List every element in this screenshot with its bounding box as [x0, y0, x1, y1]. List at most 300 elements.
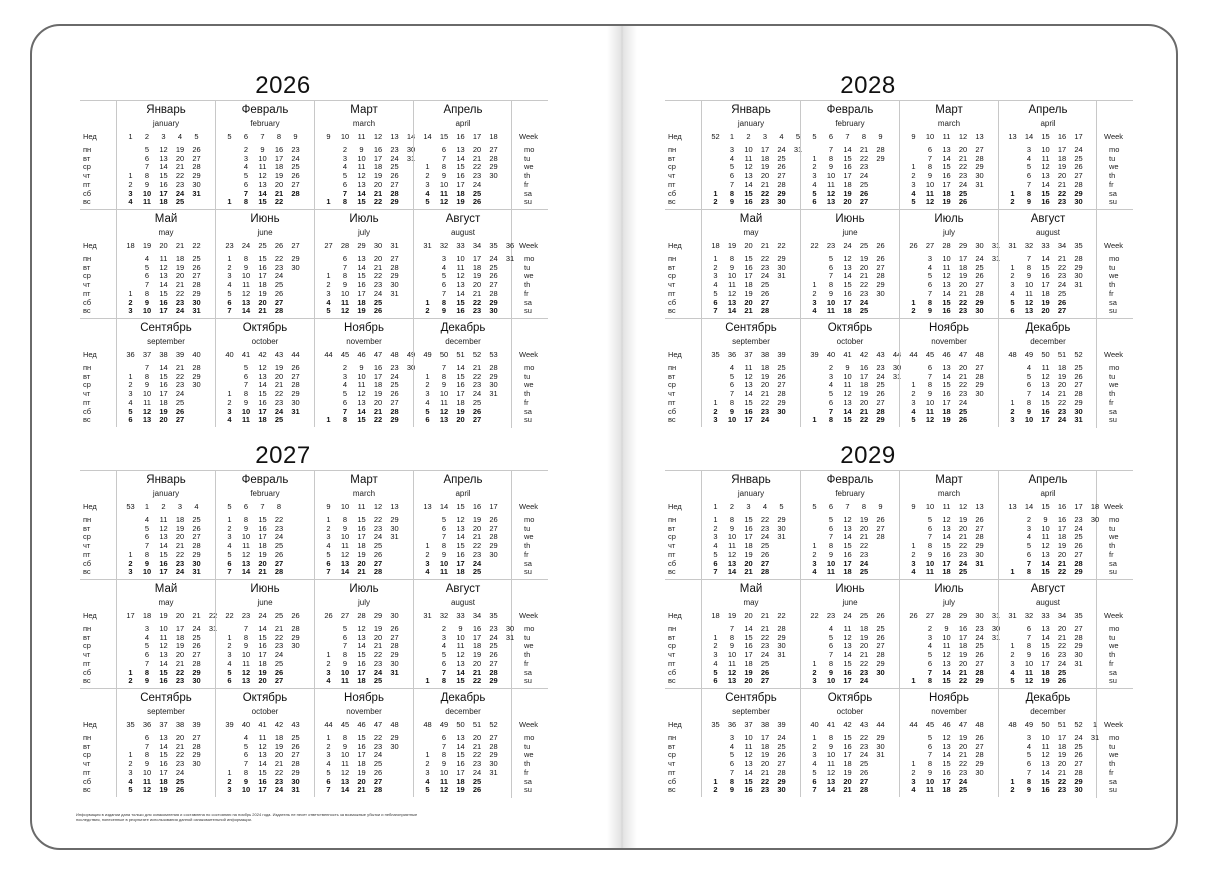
day-cell: 5: [441, 650, 447, 660]
day-cell: 1: [227, 767, 232, 777]
month-name-en: december: [1030, 707, 1066, 716]
weekday-label: sa: [1109, 776, 1117, 786]
month-july: [899, 579, 1001, 688]
month-december: [413, 688, 512, 797]
week-number: 48: [975, 350, 984, 359]
weekday-label: вс: [668, 306, 676, 316]
day-cell: 16: [159, 759, 168, 769]
day-cell: 21: [373, 262, 383, 272]
weekday-labels-en: [1096, 318, 1133, 428]
day-cell: 2: [425, 380, 430, 390]
day-cell: 14: [843, 406, 852, 416]
week-number: 12: [958, 502, 968, 511]
day-cell: 1: [425, 676, 430, 686]
day-cell: 27: [390, 254, 399, 263]
day-cell: 15: [1041, 567, 1050, 577]
day-cell: 1: [326, 650, 331, 660]
weekday-label: tu: [524, 741, 531, 751]
day-cell: 9: [342, 523, 348, 533]
day-cell: 17: [159, 567, 168, 577]
day-cell: 17: [159, 306, 168, 316]
day-cell: 24: [1057, 415, 1067, 425]
month-name-en: february: [835, 119, 865, 128]
day-cell: 25: [760, 541, 770, 551]
week-number: 31: [991, 241, 1001, 250]
day-cell: 14: [258, 188, 267, 198]
day-cell: 11: [1041, 363, 1050, 372]
day-cell: 9: [927, 171, 933, 181]
day-cell: 22: [175, 549, 185, 559]
weekday-label: th: [524, 171, 531, 181]
week-number: 11: [942, 132, 951, 141]
day-cell: 17: [258, 650, 267, 660]
week-number: 45: [340, 720, 350, 729]
day-cell: 28: [390, 188, 399, 198]
day-cell: 13: [258, 371, 267, 381]
day-cell: 7: [828, 145, 834, 154]
month-name-en: december: [445, 337, 481, 346]
day-cell: 26: [777, 750, 786, 760]
day-cell: 17: [357, 532, 366, 542]
day-cell: 13: [744, 171, 753, 181]
month-name-en: september: [147, 337, 185, 346]
day-cell: 9: [458, 624, 463, 633]
day-cell: 16: [942, 389, 951, 399]
day-cell: 22: [175, 750, 185, 760]
day-cell: 22: [958, 297, 968, 307]
day-cell: 13: [357, 254, 366, 263]
day-cell: 12: [1041, 371, 1050, 381]
day-cell: 5: [828, 515, 834, 524]
day-cell: 10: [942, 632, 951, 642]
month-june: [215, 209, 314, 318]
day-cell: 14: [456, 288, 465, 298]
weekday-label: fr: [524, 658, 529, 668]
month-row: [80, 579, 547, 688]
day-cell: 26: [489, 271, 498, 281]
day-cell: 24: [859, 171, 869, 181]
day-cell: 27: [760, 297, 770, 307]
day-cell: 28: [1074, 389, 1083, 399]
month-april: [413, 100, 512, 209]
day-cell: 13: [843, 523, 852, 533]
weekday-label: fr: [1109, 658, 1114, 668]
day-cell: 5: [927, 515, 933, 524]
day-cell: 23: [1057, 785, 1067, 795]
day-cell: 18: [258, 541, 267, 551]
day-cell: 7: [713, 567, 718, 577]
month-name-ru: Декабрь: [440, 322, 486, 334]
day-cell: 21: [760, 624, 770, 633]
day-cell: 8: [144, 667, 150, 677]
week-number: 5: [812, 502, 817, 511]
day-cell: 1: [812, 733, 817, 742]
week-number: 15: [456, 502, 465, 511]
month-name-en: november: [346, 337, 382, 346]
day-cell: 17: [274, 153, 284, 163]
weekday-labels-en: [1096, 579, 1133, 689]
week-number: 21: [760, 241, 770, 250]
day-cell: 26: [876, 515, 885, 524]
day-cell: 2: [227, 397, 232, 407]
month-may: [116, 579, 218, 688]
weekday-label: mo: [524, 363, 535, 372]
week-number: 32: [439, 611, 449, 620]
day-cell: 27: [876, 523, 885, 533]
day-cell: 10: [456, 632, 465, 642]
day-cell: 1: [713, 397, 718, 407]
month-name-ru: Июнь: [250, 583, 280, 595]
day-cell: 16: [843, 549, 852, 559]
day-cell: 17: [258, 271, 267, 281]
week-number: 7: [845, 502, 850, 511]
day-cell: 13: [1041, 759, 1050, 769]
week-number: 13: [1008, 502, 1017, 511]
day-cell: 13: [456, 280, 465, 290]
day-cell: 7: [927, 750, 933, 760]
day-cell: 27: [489, 145, 498, 154]
day-cell: 27: [291, 371, 300, 381]
day-cell: 3: [812, 297, 817, 307]
week-number: 23: [241, 611, 251, 620]
day-cell: 5: [326, 767, 331, 777]
month-name-ru: Декабрь: [440, 692, 486, 704]
day-cell: 17: [1057, 523, 1067, 533]
day-cell: 16: [843, 667, 852, 677]
month-september: [701, 318, 800, 427]
week-number: 3: [161, 132, 166, 141]
day-cell: 30: [489, 380, 498, 390]
day-cell: 27: [373, 558, 383, 568]
day-cell: 12: [744, 162, 753, 172]
day-cell: 19: [760, 750, 770, 760]
day-cell: 12: [925, 197, 935, 207]
day-cell: 12: [727, 288, 737, 298]
weekday-label: чт: [668, 171, 676, 181]
day-cell: 23: [760, 523, 770, 533]
day-cell: 5: [425, 406, 430, 416]
day-cell: 9: [944, 624, 949, 633]
weekday-label: mo: [524, 733, 535, 742]
day-cell: 9: [729, 197, 735, 207]
day-cell: 8: [243, 197, 249, 207]
weekday-labels-ru: [665, 100, 701, 210]
month-name-en: july: [942, 228, 955, 237]
day-cell: 12: [744, 750, 753, 760]
day-cell: 8: [441, 162, 447, 172]
day-cell: 30: [192, 759, 201, 769]
day-cell: 20: [175, 650, 185, 660]
day-cell: 24: [760, 271, 770, 281]
day-cell: 20: [274, 179, 284, 189]
month-name-en: april: [1040, 489, 1056, 498]
week-number-label: Нед: [668, 241, 682, 250]
day-cell: 13: [727, 297, 737, 307]
day-cell: 9: [441, 171, 447, 181]
day-cell: 4: [828, 380, 834, 390]
day-cell: 7: [713, 306, 718, 316]
day-cell: 20: [373, 179, 383, 189]
day-cell: 5: [927, 271, 933, 281]
day-cell: 14: [843, 145, 852, 154]
day-cell: 30: [406, 145, 416, 154]
day-cell: 29: [975, 759, 984, 769]
week-number: 14: [1024, 132, 1034, 141]
day-cell: 2: [227, 641, 232, 651]
week-number: 20: [744, 241, 753, 250]
day-cell: 15: [258, 389, 267, 399]
weekday-label: th: [1109, 650, 1116, 660]
day-cell: 25: [175, 197, 185, 207]
day-cell: 5: [729, 371, 735, 381]
day-cell: 7: [243, 380, 249, 390]
week-number: 25: [274, 611, 284, 620]
day-cell: 29: [1074, 567, 1083, 577]
week-number: 31: [1008, 611, 1017, 620]
day-cell: 7: [243, 624, 249, 633]
day-cell: 24: [472, 179, 482, 189]
month-name-en: february: [835, 489, 865, 498]
day-cell: 10: [744, 145, 753, 154]
month-august: [998, 579, 1097, 688]
week-number: 27: [340, 611, 350, 620]
weekday-label: sa: [1109, 297, 1117, 307]
week-number-label: Нед: [668, 502, 682, 511]
week-number: 12: [373, 502, 383, 511]
week-number: 42: [274, 720, 284, 729]
day-cell: 26: [291, 741, 300, 751]
day-cell: 4: [713, 280, 718, 290]
day-cell: 2: [713, 785, 718, 795]
week-number: 13: [975, 132, 984, 141]
day-cell: 1: [713, 515, 718, 524]
day-cell: 15: [1041, 641, 1050, 651]
day-cell: 9: [243, 641, 249, 651]
day-cell: 30: [291, 641, 300, 651]
day-cell: 28: [291, 380, 300, 390]
day-cell: 31: [1074, 415, 1083, 425]
weekday-label: sa: [524, 188, 532, 198]
day-cell: 3: [227, 406, 232, 416]
day-cell: 5: [128, 785, 133, 795]
day-cell: 2: [425, 171, 430, 181]
day-cell: 24: [958, 397, 968, 407]
day-cell: 15: [843, 280, 852, 290]
day-cell: 22: [958, 541, 968, 551]
day-cell: 11: [341, 541, 349, 551]
day-cell: 10: [142, 389, 152, 399]
day-cell: 19: [942, 197, 951, 207]
day-cell: 7: [144, 363, 150, 372]
day-cell: 8: [441, 541, 447, 551]
day-cell: 3: [227, 532, 232, 542]
day-cell: 12: [1041, 541, 1050, 551]
day-cell: 17: [456, 179, 465, 189]
day-cell: 31: [991, 254, 1001, 263]
week-number-label: Нед: [83, 611, 97, 620]
week-number: 20: [159, 241, 168, 250]
day-cell: 19: [942, 415, 951, 425]
day-cell: 21: [258, 567, 267, 577]
day-cell: 16: [456, 171, 465, 181]
day-cell: 15: [744, 397, 753, 407]
day-cell: 22: [472, 371, 482, 381]
day-cell: 6: [812, 197, 817, 207]
day-cell: 3: [128, 767, 133, 777]
day-cell: 18: [456, 567, 465, 577]
day-cell: 6: [828, 397, 834, 407]
day-cell: 31: [1074, 280, 1083, 290]
day-cell: 3: [713, 415, 718, 425]
day-cell: 23: [958, 389, 968, 399]
day-cell: 23: [274, 523, 284, 533]
weekday-label: пт: [83, 767, 91, 777]
day-cell: 4: [227, 415, 232, 425]
day-cell: 12: [744, 371, 753, 381]
day-cell: 11: [440, 776, 448, 786]
day-cell: 6: [729, 759, 735, 769]
week-number: 13: [390, 502, 399, 511]
day-cell: 31: [291, 406, 300, 416]
day-cell: 28: [192, 541, 201, 551]
day-cell: 20: [859, 641, 869, 651]
month-july: [314, 209, 413, 318]
week-number: 22: [810, 611, 819, 620]
day-cell: 4: [828, 624, 834, 633]
day-cell: 25: [777, 741, 786, 751]
day-cell: 7: [144, 741, 150, 751]
day-cell: 26: [291, 171, 300, 181]
month-june: [800, 209, 899, 318]
day-cell: 27: [975, 523, 984, 533]
day-cell: 31: [390, 288, 399, 298]
day-cell: 26: [859, 188, 869, 198]
week-number: 41: [843, 350, 852, 359]
weekday-label: mo: [1109, 363, 1120, 372]
day-cell: 9: [927, 306, 933, 316]
month-row: [80, 688, 547, 797]
day-cell: 27: [876, 262, 885, 272]
day-cell: 19: [859, 389, 869, 399]
week-number: 5: [812, 132, 817, 141]
day-cell: 29: [777, 188, 786, 198]
day-cell: 24: [274, 406, 284, 416]
weekday-label: пт: [668, 549, 676, 559]
year-calendar: [665, 470, 1132, 798]
day-cell: 3: [1026, 523, 1032, 533]
day-cell: 18: [958, 641, 968, 651]
week-label: Week: [519, 720, 539, 729]
day-cell: 5: [1026, 162, 1032, 172]
month-name-ru: Июль: [934, 213, 964, 225]
day-cell: 30: [489, 549, 498, 559]
day-cell: 24: [489, 632, 498, 642]
day-cell: 16: [942, 549, 951, 559]
day-cell: 15: [942, 759, 951, 769]
month-name-ru: Август: [445, 213, 481, 225]
day-cell: 25: [958, 785, 968, 795]
weekday-label: mo: [524, 624, 535, 633]
day-cell: 31: [777, 271, 786, 281]
day-cell: 7: [828, 271, 834, 281]
weekday-label: we: [524, 641, 534, 651]
day-cell: 26: [192, 641, 201, 651]
day-cell: 12: [925, 415, 935, 425]
day-cell: 29: [489, 750, 498, 760]
day-cell: 28: [975, 288, 984, 298]
weekday-label: fr: [524, 288, 529, 298]
day-cell: 10: [1041, 523, 1050, 533]
day-cell: 19: [159, 406, 168, 416]
day-cell: 3: [128, 389, 133, 399]
week-number: 4: [762, 502, 768, 511]
day-cell: 8: [144, 549, 150, 559]
day-cell: 18: [1057, 532, 1067, 542]
week-number: 15: [439, 132, 449, 141]
month-name-ru: Февраль: [826, 104, 874, 116]
day-cell: 6: [227, 676, 232, 686]
day-cell: 2: [713, 262, 718, 272]
week-label: Week: [1104, 350, 1124, 359]
week-number: 28: [340, 241, 350, 250]
day-cell: 12: [258, 741, 267, 751]
day-cell: 18: [472, 262, 482, 272]
day-cell: 1: [812, 153, 817, 163]
day-cell: 8: [144, 288, 150, 298]
week-number: 45: [925, 720, 935, 729]
weekday-label: su: [524, 567, 532, 577]
day-cell: 29: [390, 733, 399, 742]
day-cell: 19: [744, 549, 753, 559]
day-cell: 23: [274, 641, 284, 651]
day-cell: 5: [227, 288, 232, 298]
month-name-ru: Январь: [146, 104, 186, 116]
day-cell: 25: [777, 363, 786, 372]
day-cell: 21: [1057, 558, 1067, 568]
day-cell: 27: [859, 776, 869, 786]
day-cell: 17: [843, 676, 852, 686]
day-cell: 19: [859, 254, 869, 263]
day-cell: 12: [456, 650, 465, 660]
week-number: 18: [711, 241, 720, 250]
day-cell: 23: [373, 523, 383, 533]
day-cell: 10: [942, 254, 951, 263]
week-number: 22: [192, 241, 201, 250]
month-name-ru: Июнь: [835, 213, 865, 225]
week-number: 30: [390, 611, 399, 620]
month-name-en: february: [250, 489, 280, 498]
week-number: 5: [795, 132, 801, 141]
book-gutter: [607, 26, 637, 848]
day-cell: 23: [373, 741, 383, 751]
day-cell: 14: [727, 567, 737, 577]
month-october: [800, 318, 902, 427]
day-cell: 13: [241, 297, 251, 307]
weekday-label: вт: [83, 632, 91, 642]
day-cell: 14: [843, 271, 852, 281]
day-cell: 26: [175, 406, 185, 416]
day-cell: 25: [1074, 741, 1083, 751]
week-number: 5: [227, 132, 232, 141]
day-cell: 4: [326, 297, 331, 307]
day-cell: 21: [958, 371, 968, 381]
day-cell: 9: [359, 363, 364, 372]
day-cell: 28: [390, 641, 399, 651]
day-cell: 29: [390, 197, 399, 207]
weekday-label: we: [524, 162, 534, 172]
day-cell: 31: [406, 153, 416, 163]
day-cell: 12: [727, 549, 737, 559]
